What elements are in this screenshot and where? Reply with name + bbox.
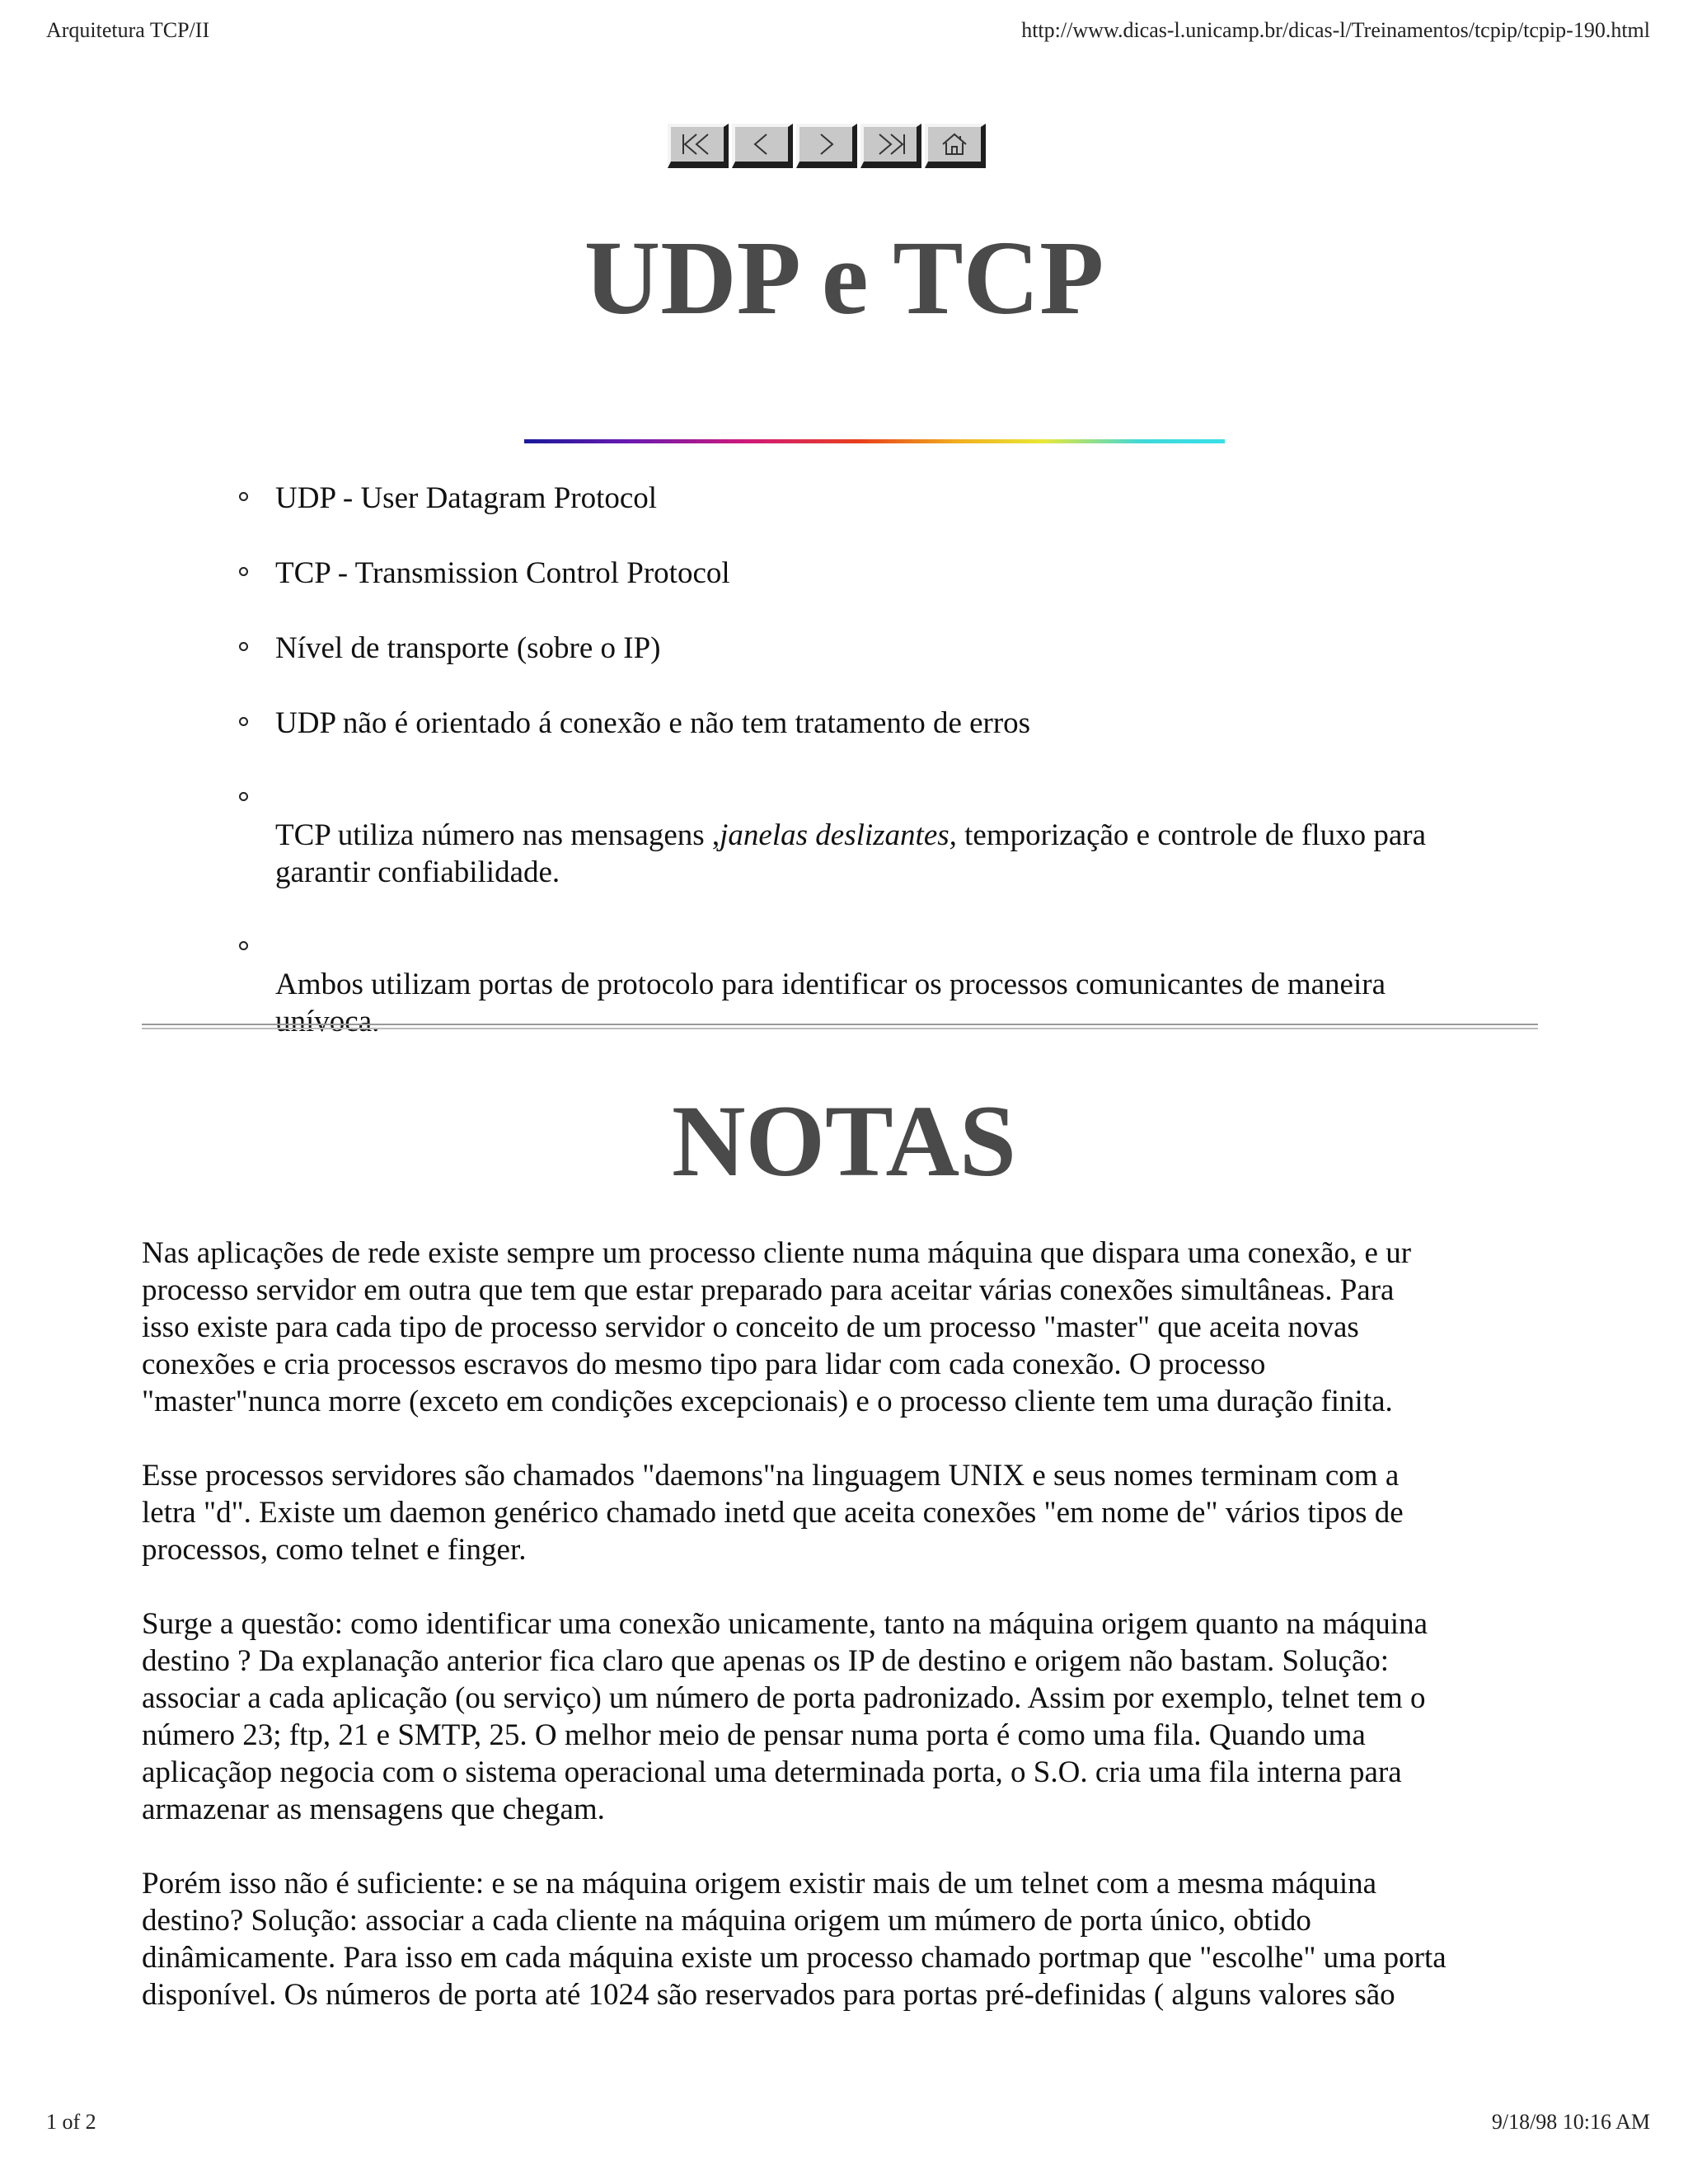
section-divider bbox=[142, 1024, 1538, 1029]
notes-paragraph: Esse processos servidores são chamados "daemons"na linguagem UNIX e seus nomes terminam com a letra "d". Existe um daemon genérico chamado inetd que aceita conexões "em nome de" vários tipos de processos, como telnet e finger. bbox=[142, 1459, 1404, 1567]
notes-title: NOTAS bbox=[671, 1085, 1016, 1197]
circle-bullet-icon bbox=[239, 492, 248, 501]
print-header-url: http://www.dicas-l.unicamp.br/dicas-l/Treinamentos/tcpip/tcpip-190.html bbox=[1021, 18, 1650, 42]
notes-paragraph: Nas aplicações de rede existe sempre um processo cliente numa máquina que dispara uma conexão, e ur processo servidor em outra que tem que estar preparado para aceitar várias conexões simultâneas. Para isso existe para cada tipo de processo servidor o conceito de um processo "master" que aceita novas conexões e cria processos escravos do mesmo tipo para lidar com cada conexão. O processo "master"nunca morre (exceto em condições excepcionais) e o processo cliente tem uma duração finita. bbox=[142, 1236, 1412, 1418]
notes-paragraph: Porém isso não é suficiente: e se na máquina origem existir mais de um telnet com a mesma máquina destino? Solução: associar a cada cliente na máquina origem um múmero de porta único, obtido dinâmicamente. Para isso em cada máquina existe um processo chamado portmap que "escolhe" uma porta disponível. Os números de porta até 1024 são reservados para portas pré-definidas ( alguns valores são bbox=[142, 1867, 1447, 2012]
previous-page-button[interactable] bbox=[732, 124, 793, 168]
notes-paragraph: Surge a questão: como identificar uma conexão unicamente, tanto na máquina origem quanto na máquina destino ? Da explanação anterior fica claro que apenas os IP de destino e origem não bastam. Solução: associar a cada aplicação (ou serviço) um número de porta padronizado. Assim por exemplo, telnet tem o número 23; ftp, 21 e SMTP, 25. O melhor meio de pensar numa porta é como uma fila. Quando uma aplicaçãop negocia com o sistema operacional uma determinada porta, o S.O. cria uma fila interna para armazenar as mensagens que chegam. bbox=[142, 1607, 1428, 1826]
list-item-text: TCP - Transmission Control Protocol bbox=[275, 556, 730, 590]
circle-bullet-icon bbox=[239, 717, 248, 726]
list-item-text: UDP - User Datagram Protocol bbox=[275, 481, 658, 515]
right-triangle-icon bbox=[809, 132, 842, 157]
print-header-title: Arquitetura TCP/II bbox=[46, 18, 210, 42]
list-item-emphasis: janelas deslizantes, bbox=[720, 818, 957, 852]
next-page-button[interactable] bbox=[796, 124, 857, 168]
rainbow-divider bbox=[524, 439, 1225, 443]
list-item-text: Nível de transporte (sobre o IP) bbox=[275, 631, 661, 665]
list-item-text: TCP utiliza número nas mensagens , bbox=[275, 818, 720, 852]
double-right-triangle-icon bbox=[871, 132, 909, 157]
page-title: UDP e TCP bbox=[584, 219, 1104, 336]
home-button[interactable] bbox=[925, 124, 986, 168]
circle-bullet-icon bbox=[239, 792, 248, 801]
first-page-button[interactable] bbox=[668, 124, 729, 168]
list-item bbox=[239, 780, 1558, 891]
print-footer-page-count: 1 of 2 bbox=[46, 2110, 96, 2134]
list-item bbox=[239, 705, 1558, 742]
list-item-text: Ambos utilizam portas de protocolo para identificar os processos comunicantes de maneira unívoca. bbox=[275, 968, 1386, 1038]
circle-bullet-icon bbox=[239, 941, 248, 950]
navigation-bar bbox=[668, 124, 986, 168]
notes-body bbox=[142, 1235, 1559, 2050]
left-triangle-icon bbox=[745, 132, 778, 157]
list-item-text: UDP não é orientado á conexão e não tem tratamento de erros bbox=[275, 706, 1031, 740]
home-icon bbox=[938, 131, 971, 157]
list-item-text-continued: temporização e controle de fluxo para garantir confiabilidade. bbox=[275, 818, 1427, 889]
print-footer-timestamp: 9/18/98 10:16 AM bbox=[1491, 2110, 1650, 2134]
double-left-triangle-icon bbox=[678, 132, 716, 157]
circle-bullet-icon bbox=[239, 642, 248, 651]
topic-list bbox=[239, 480, 1558, 1078]
circle-bullet-icon bbox=[239, 567, 248, 576]
list-item bbox=[239, 555, 1558, 592]
list-item bbox=[239, 480, 1558, 517]
last-page-button[interactable] bbox=[860, 124, 921, 168]
list-item bbox=[239, 630, 1558, 667]
